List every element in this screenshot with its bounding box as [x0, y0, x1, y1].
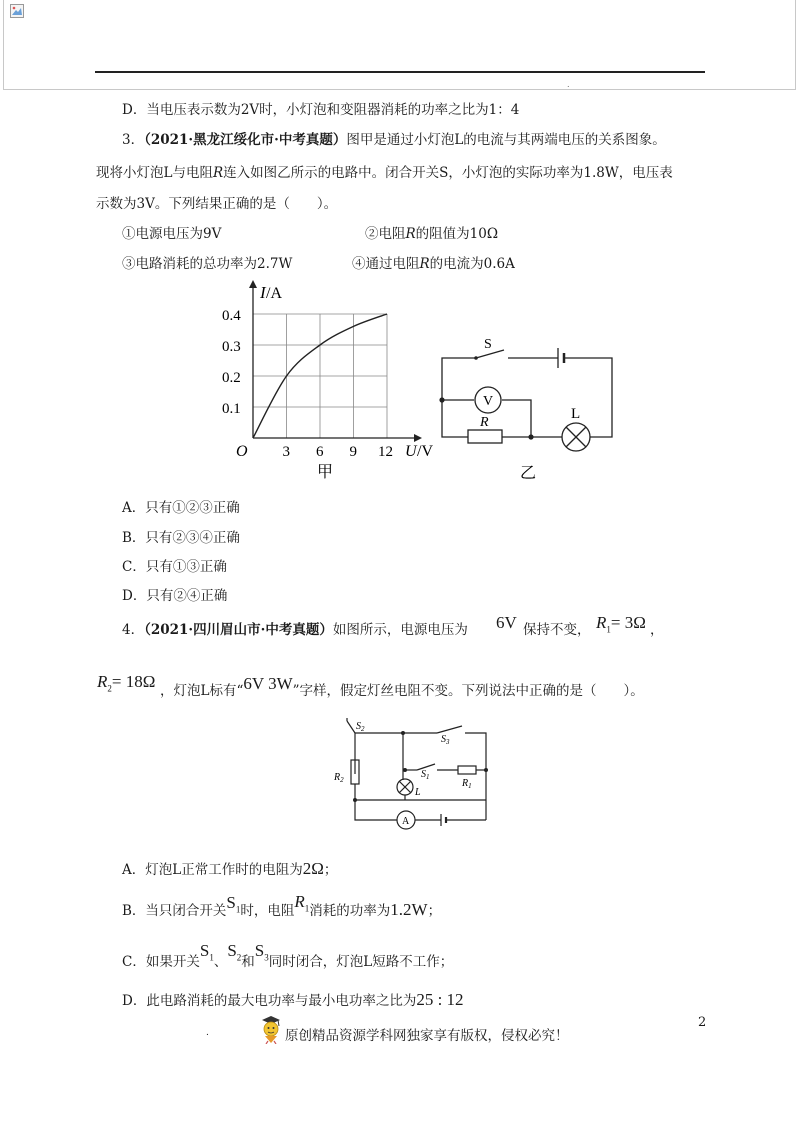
q4-r1-eq: $R_1= 3\Omega$ [596, 613, 646, 635]
graph-x-label-u: U [405, 443, 417, 460]
switch-s-label: S [484, 338, 492, 352]
label-s3: $S_3$ [441, 734, 450, 746]
q3-statement-4: ④通过电阻R的电流为0.6A [352, 256, 515, 272]
label-s1: $S_1$ [421, 769, 430, 781]
wire-top-left [442, 358, 476, 400]
x-tick-label: 3 [282, 444, 290, 460]
page-number: 2 [698, 1015, 707, 1030]
broken-image-icon [10, 4, 24, 18]
lamp-l-label: L [571, 406, 581, 422]
graph-origin: O [236, 443, 248, 460]
page-header [3, 0, 796, 90]
prev-option-d: D．当电压表示数为2V时，小灯泡和变阻器消耗的功率之比为1：4 [122, 102, 520, 118]
q4-choice-a[interactable]: A．灯泡L正常工作时的电阻为2Ω； [122, 859, 338, 878]
q4-line1: 4．（2021·四川眉山市·中考真题）如图所示，电源电压为 [122, 622, 468, 638]
q4-number: 4． [122, 622, 145, 638]
q4-line2: ，灯泡L标有“6V 3W”字样，假定灯丝电阻不变。下列说法中正确的是（ ）。 [160, 674, 644, 699]
switch-s2 [347, 721, 355, 733]
resistor-r1 [458, 766, 476, 774]
graph-y-arrow [249, 280, 257, 288]
mascot-logo-icon [258, 1014, 284, 1044]
q3-statement-3: ③电路消耗的总功率为2.7W [122, 256, 293, 272]
graph-caption: 甲 [317, 464, 334, 480]
junction-left [439, 397, 444, 402]
label-r1: $R_1$ [462, 778, 472, 790]
q3-choice-a[interactable]: A．只有①②③正确 [122, 500, 240, 516]
junction-right [528, 434, 533, 439]
q3-statement-1: ①电源电压为9V [122, 226, 222, 242]
graph-grid [253, 314, 387, 438]
wire-right [564, 358, 612, 437]
y-tick-label: 0.3 [222, 339, 241, 355]
q3-choice-d[interactable]: D．只有②④正确 [122, 588, 228, 604]
y-tick-label: 0.4 [222, 308, 241, 324]
q3-statement-2: ②电阻R的阻值为10Ω [365, 226, 499, 242]
label-l: L [415, 787, 421, 798]
iu-graph [220, 280, 450, 480]
q3-text1: 图甲是通过小灯泡L的电流与其两端电压的关系图象。 [346, 132, 666, 148]
y-tick-label: 0.2 [222, 370, 241, 386]
resistor-r-label: R [480, 415, 489, 430]
header-rule [95, 71, 705, 73]
q4-r2-eq: $R_2= 18\Omega$ [97, 672, 156, 694]
voltmeter-label: V [483, 394, 494, 409]
q3-line3: 示数为3V。下列结果正确的是（ ）。 [96, 196, 338, 212]
q3-line2: 现将小灯泡L与电阻R连入如图乙所示的电路中。闭合开关S，小灯泡的实际功率为1.8W，电压表 [96, 165, 673, 181]
circuit-diagram-b [430, 338, 620, 483]
q3-choice-c[interactable]: C．只有①③正确 [122, 559, 227, 575]
circuit-b-caption: 乙 [520, 465, 537, 482]
q3-choice-b[interactable]: B．只有②③④正确 [122, 530, 240, 546]
label-ammeter: A [402, 816, 410, 827]
q3-source-tag: （2021·黑龙江绥化市·中考真题） [144, 132, 347, 148]
wire-bottom-left [442, 400, 468, 437]
switch-s1 [417, 764, 435, 770]
q4-choice-d[interactable]: D．此电路消耗的最大电功率与最小电功率之比为25 : 12 [122, 990, 464, 1009]
y-tick-label: 0.1 [222, 401, 241, 417]
q4-text-keep: 保持不变， [523, 622, 591, 638]
q4-choice-c[interactable]: C．如果开关$S_1$、$S_2$和$S_3$同时闭合，灯泡L短路不工作； [122, 941, 454, 970]
q4-lamp-rating: 6V 3W [243, 674, 293, 693]
switch-s3 [437, 726, 462, 733]
x-tick-label: 6 [316, 444, 324, 460]
graph-y-label-unit: /A [266, 285, 282, 302]
footer-dot: . [206, 1028, 209, 1038]
x-tick-label: 12 [378, 444, 393, 460]
q4-voltage: 6V [496, 613, 517, 632]
footer-copyright: 原创精品资源学科网独家享有版权，侵权必究！ [285, 1028, 569, 1044]
graph-y-label-i: I [260, 283, 266, 302]
label-s2: $S_2$ [356, 721, 365, 733]
label-r2: $R_2$ [334, 772, 344, 784]
graph-x-arrow [414, 434, 422, 442]
x-tick-label: 9 [349, 444, 357, 460]
q3-line1 [122, 128, 666, 148]
q4-choice-b[interactable]: B．当只闭合开关$S_1$时，电阻$R_1$消耗的功率为1.2W； [122, 892, 442, 919]
wire-voltmeter-right [502, 400, 531, 437]
q3-number: 3． [122, 132, 145, 148]
header-dot: . [567, 80, 570, 89]
graph-x-label-unit: /V [417, 443, 433, 460]
circuit-diagram-q4 [325, 718, 505, 833]
resistor-r [468, 430, 502, 443]
q4-source-tag: （2021·四川眉山市·中考真题） [144, 622, 333, 638]
